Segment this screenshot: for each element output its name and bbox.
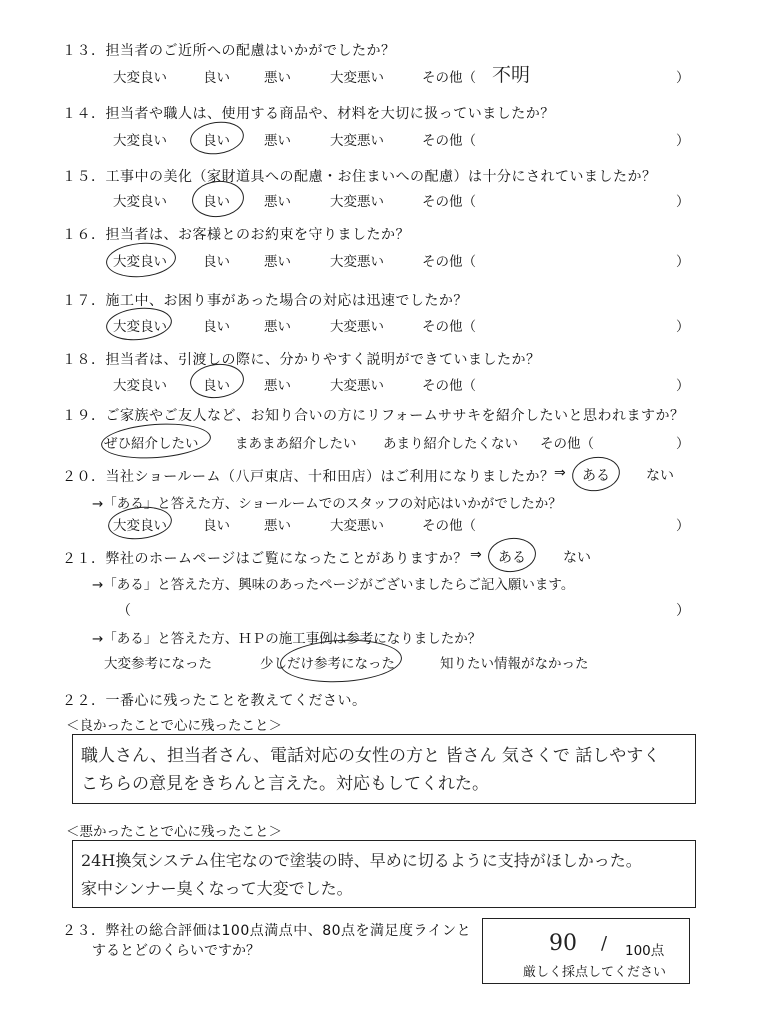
- q19-option-definitely[interactable]: ぜひ紹介したい: [104, 436, 199, 452]
- q15-option-bad[interactable]: 悪い: [264, 194, 291, 210]
- q21-answer-circle: [486, 536, 537, 575]
- q13-other-answer: 不明: [492, 64, 531, 86]
- q20-option-bad[interactable]: 悪い: [264, 518, 291, 534]
- q22-good-line-2: こちらの意見をきちんと言えた。対応もしてくれた。: [81, 774, 489, 794]
- q19-option-other[interactable]: その他（: [540, 436, 594, 452]
- q21-close-paren: ）: [676, 603, 690, 619]
- q15-question: １５．工事中の美化（家財道具への配慮・お住まいへの配慮）は十分にされていましたか？: [62, 169, 657, 185]
- q18-option-very-bad[interactable]: 大変悪い: [330, 378, 384, 394]
- q16-question: １６．担当者は、お客様とのお約束を守りましたか？: [62, 227, 410, 243]
- q22-question: ２２．一番心に残ったことを教えてください。: [62, 693, 367, 709]
- q16-option-bad[interactable]: 悪い: [264, 254, 291, 270]
- q22-good-box: [72, 734, 696, 804]
- q20-option-good[interactable]: 良い: [203, 518, 230, 534]
- q14-option-good[interactable]: 良い: [203, 133, 230, 149]
- q22-good-label: ＜良かったことで心に残ったこと＞: [66, 718, 282, 734]
- q13-option-bad[interactable]: 悪い: [264, 70, 291, 86]
- q21-subquestion-1: →「ある」と答えた方、興味のあったページがございましたらご記入願います。: [92, 577, 575, 593]
- q20-arrow: ⇒: [554, 465, 566, 481]
- q20-question-text: ２０．当社ショールーム（八戸東店、十和田店）はご利用になりましたか？: [62, 469, 555, 485]
- q23-score[interactable]: 90: [549, 931, 577, 956]
- q22-bad-label: ＜悪かったことで心に残ったこと＞: [66, 824, 282, 840]
- q22-bad-line-2: 家中シンナー臭くなって大変でした。: [81, 879, 353, 898]
- q17-question: １７．施工中、お困り事があった場合の対応は迅速でしたか？: [62, 293, 468, 309]
- q21-arrow: ⇒: [470, 547, 482, 563]
- q14-option-bad[interactable]: 悪い: [264, 133, 291, 149]
- q18-option-other[interactable]: その他（: [422, 378, 476, 394]
- q18-options: [0, 374, 768, 394]
- q21-option-slightly-helpful[interactable]: 少しだけ参考になった: [260, 656, 395, 672]
- q23-question-line-1: ２３．弊社の総合評価は100点満点中、80点を満足度ラインと: [62, 923, 472, 939]
- q19-close-paren: ）: [676, 436, 690, 452]
- q17-answer-circle: [105, 305, 174, 344]
- q23-question-line-2: するとどのくらいですか？: [92, 943, 260, 959]
- q19-question: １９．ご家族やご友人など、お知り合いの方にリフォームササキを紹介したいと思われますか？: [62, 408, 685, 424]
- q16-answer-circle: [105, 240, 178, 280]
- q20-subquestion: →「ある」と答えた方、ショールームでのスタッフの対応はいかがでしたか？: [92, 496, 562, 512]
- q20-option-very-bad[interactable]: 大変悪い: [330, 518, 384, 534]
- q16-option-good[interactable]: 良い: [203, 254, 230, 270]
- q17-option-very-bad[interactable]: 大変悪い: [330, 319, 384, 335]
- q15-option-very-good[interactable]: 大変良い: [113, 194, 167, 210]
- q17-close-paren: ）: [676, 319, 690, 335]
- q22-bad-box: [72, 840, 696, 908]
- q20-option-very-good[interactable]: 大変良い: [113, 518, 167, 534]
- q17-option-good[interactable]: 良い: [203, 319, 230, 335]
- q23-note: 厳しく採点してください: [523, 965, 667, 980]
- q14-option-other[interactable]: その他（: [422, 133, 476, 149]
- q21-option-helpful[interactable]: 大変参考になった: [104, 656, 212, 672]
- q21-question: ２１．弊社のホームページはご覧になったことがありますか？: [62, 551, 468, 567]
- q13-close-paren: ）: [676, 70, 690, 86]
- q20-option-yes[interactable]: ある: [582, 468, 610, 484]
- q22-bad-line-1: 24H換気システム住宅なので塗装の時、早めに切るように支持がほしかった。: [81, 851, 642, 870]
- q18-close-paren: ）: [676, 378, 690, 394]
- q23-slash: /: [601, 933, 608, 954]
- q13-option-good[interactable]: 良い: [203, 70, 230, 86]
- q14-answer-circle: [188, 118, 246, 157]
- q20-option-no[interactable]: ない: [646, 468, 674, 484]
- q15-option-other[interactable]: その他（: [422, 194, 476, 210]
- q20-question: [62, 466, 554, 486]
- q19-answer-circle: [100, 420, 212, 462]
- q13-options: [0, 66, 768, 86]
- q18-question: １８．担当者は、引渡しの際に、分かりやすく説明ができていましたか？: [62, 352, 541, 368]
- q21-option-not-found[interactable]: 知りたい情報がなかった: [440, 656, 589, 672]
- q17-option-bad[interactable]: 悪い: [264, 319, 291, 335]
- q14-options: [0, 129, 768, 149]
- q21-open-paren: （: [117, 603, 131, 619]
- q23-max: 100点: [625, 943, 665, 959]
- q18-option-very-good[interactable]: 大変良い: [113, 378, 167, 394]
- q16-option-other[interactable]: その他（: [422, 254, 476, 270]
- q20-close-paren: ）: [676, 518, 690, 534]
- q20-option-other[interactable]: その他（: [422, 518, 476, 534]
- q15-close-paren: ）: [676, 194, 690, 210]
- q23-score-box: [482, 918, 690, 984]
- q13-option-very-good[interactable]: 大変良い: [113, 70, 167, 86]
- q13-question: １３．担当者のご近所への配慮はいかがでしたか？: [62, 43, 396, 59]
- q15-options: [0, 190, 768, 210]
- q14-option-very-bad[interactable]: 大変悪い: [330, 133, 384, 149]
- q21-subquestion-2: →「ある」と答えた方、ＨＰの施工事例は参考になりましたか？: [92, 631, 482, 647]
- q14-option-very-good[interactable]: 大変良い: [113, 133, 167, 149]
- q14-question: １４．担当者や職人は、使用する商品や、材料を大切に扱っていましたか？: [62, 106, 555, 122]
- q16-option-very-bad[interactable]: 大変悪い: [330, 254, 384, 270]
- q16-option-very-good[interactable]: 大変良い: [113, 254, 167, 270]
- q22-good-line-1: 職人さん、担当者さん、電話対応の女性の方と 皆さん 気さくで 話しやすく: [81, 746, 661, 766]
- q21-option-no[interactable]: ない: [563, 550, 591, 566]
- q15-option-very-bad[interactable]: 大変悪い: [330, 194, 384, 210]
- q18-option-good[interactable]: 良い: [203, 378, 230, 394]
- q19-option-not-really[interactable]: あまり紹介したくない: [383, 436, 518, 452]
- q17-option-very-good[interactable]: 大変良い: [113, 319, 167, 335]
- q15-option-good[interactable]: 良い: [203, 194, 230, 210]
- q20-answer-circle: [570, 454, 622, 494]
- q13-option-very-bad[interactable]: 大変悪い: [330, 70, 384, 86]
- q19-option-somewhat[interactable]: まあまあ紹介したい: [235, 436, 357, 452]
- q17-option-other[interactable]: その他（: [422, 319, 476, 335]
- q16-close-paren: ）: [676, 254, 690, 270]
- q21-option-yes[interactable]: ある: [498, 550, 526, 566]
- q14-close-paren: ）: [676, 133, 690, 149]
- q13-option-other[interactable]: その他（: [422, 70, 476, 86]
- q18-option-bad[interactable]: 悪い: [264, 378, 291, 394]
